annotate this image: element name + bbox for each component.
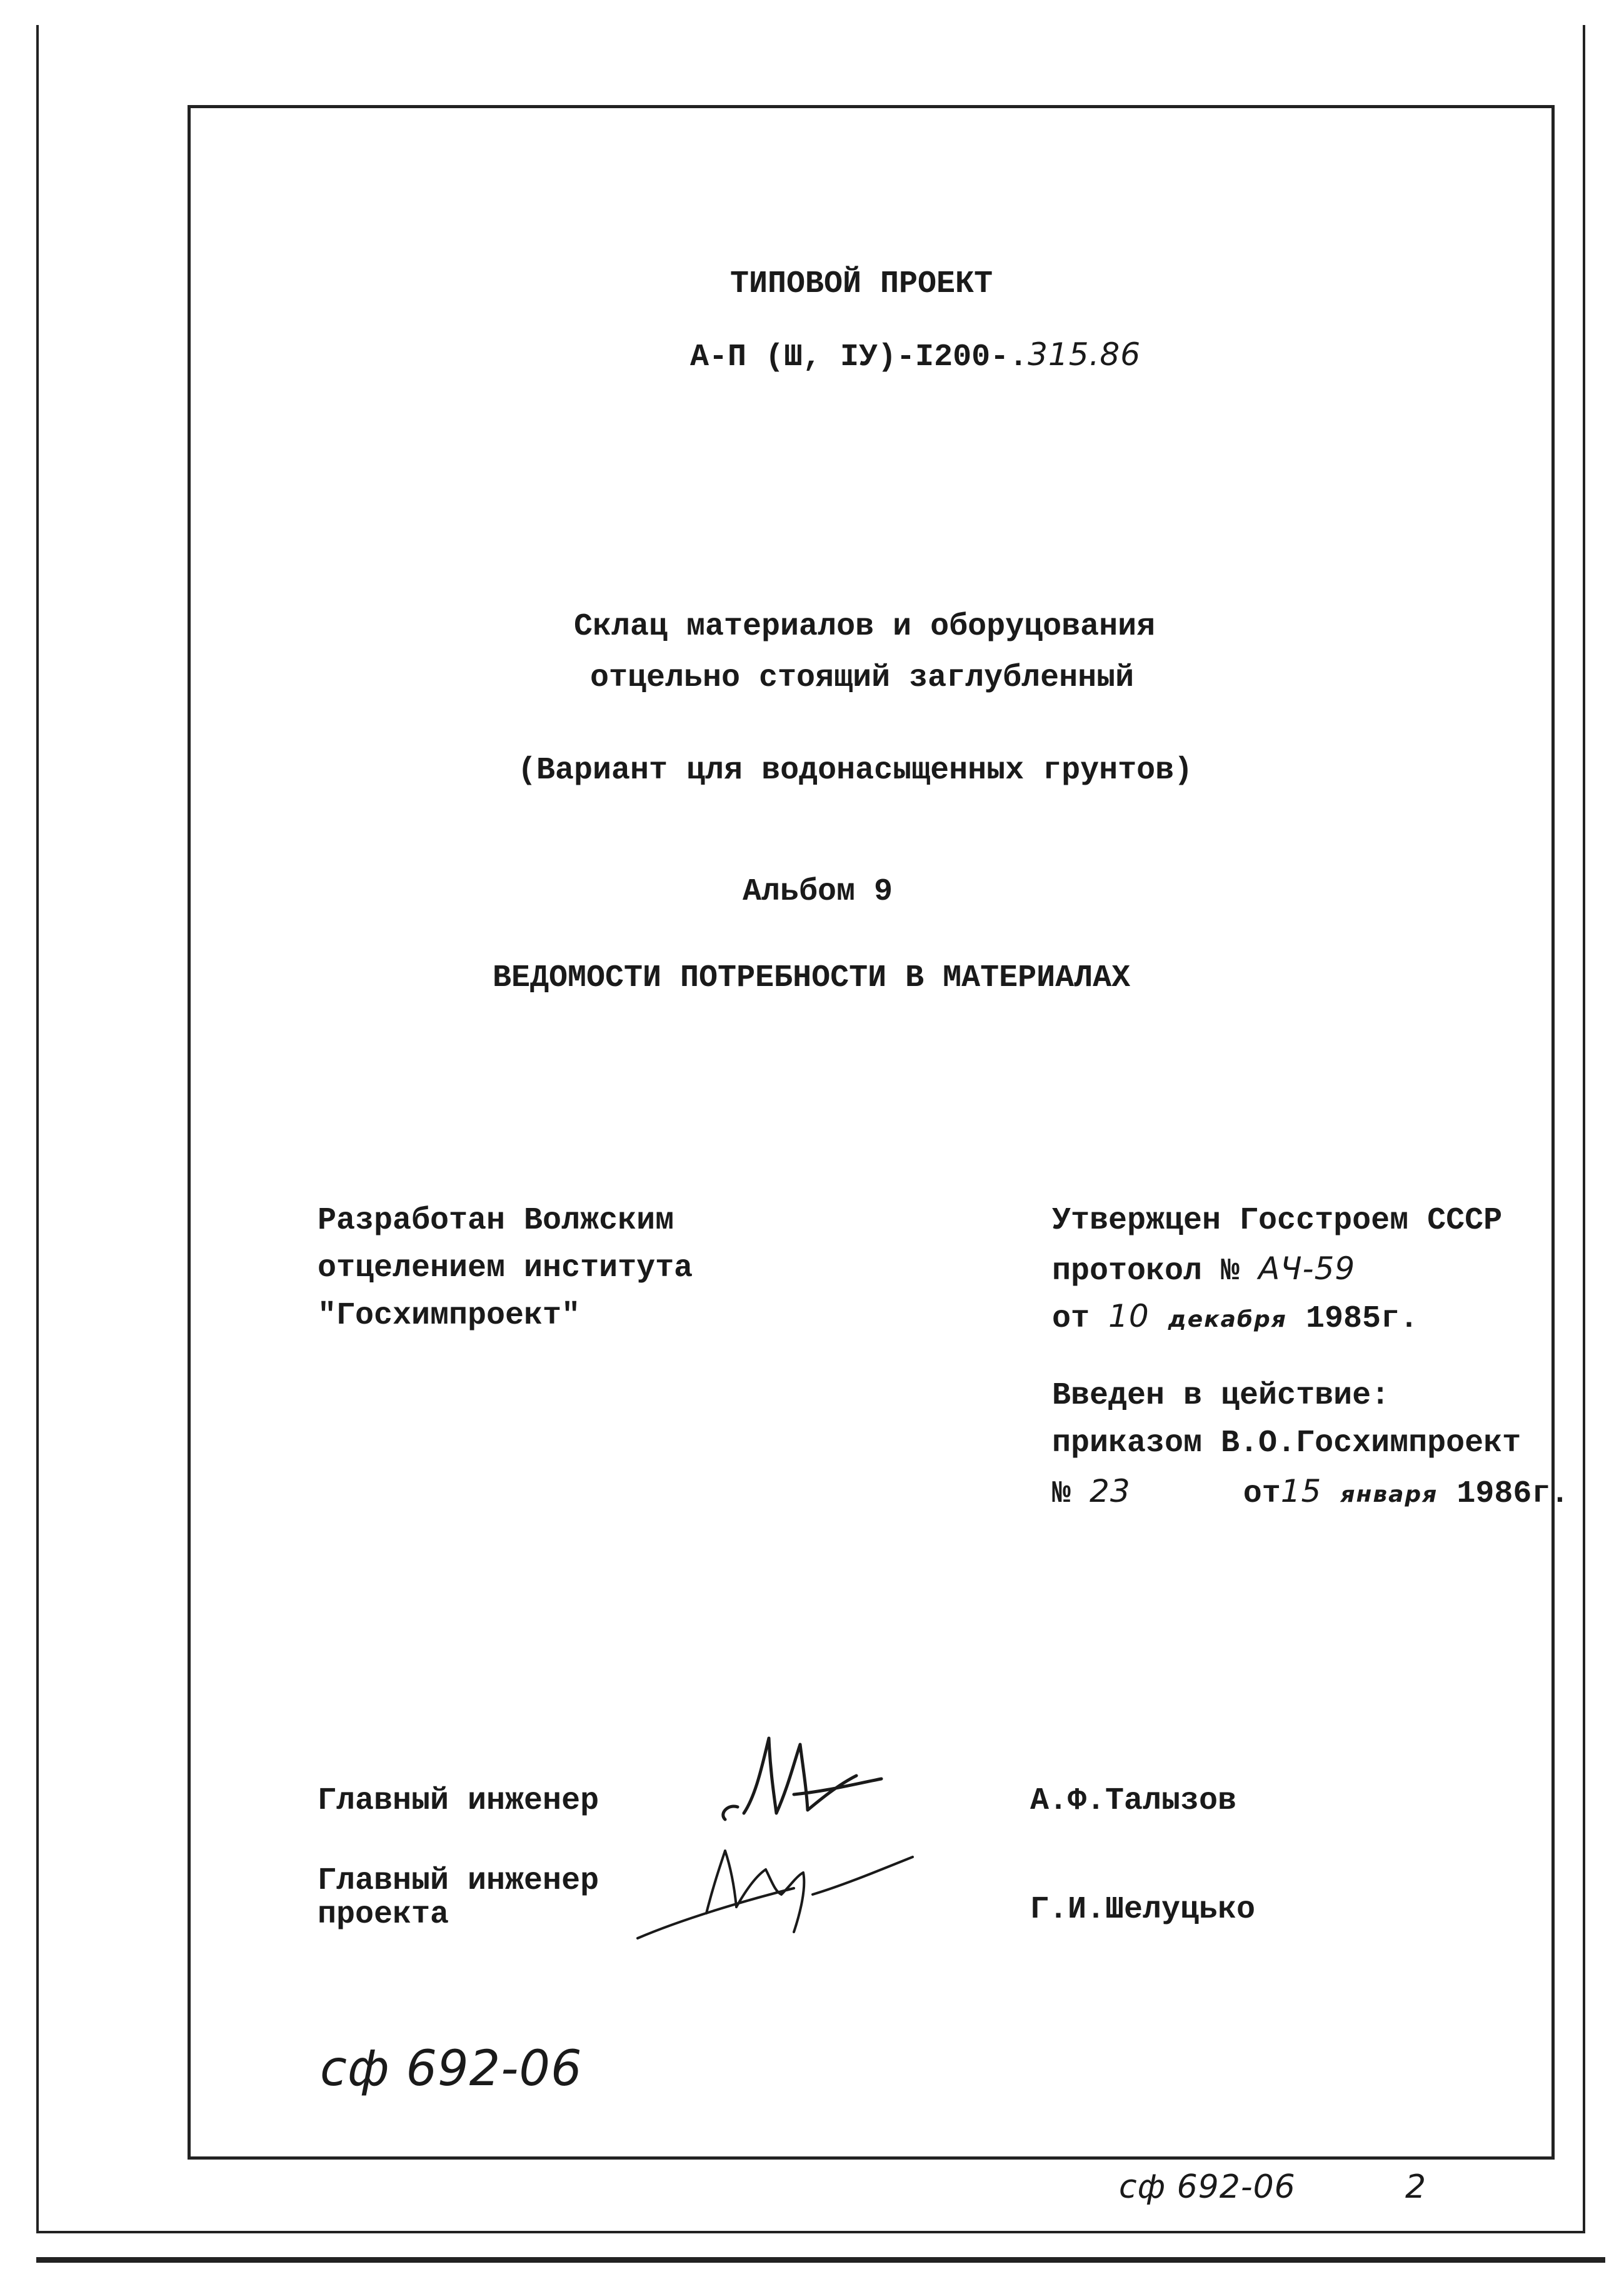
document-subject: ВЕДОМОСТИ ПОТРЕБНОСТИ В МАТЕРИАЛАХ (493, 960, 1131, 996)
developer-line-3: "Госхимпроект" (318, 1298, 581, 1334)
enactment-date-prefix: от (1243, 1476, 1281, 1512)
footer-archive-code: сф 692-06 (1119, 2168, 1296, 2206)
enactment-date-year: 1986г. (1456, 1476, 1570, 1512)
protocol-number: АЧ-59 (1258, 1250, 1356, 1287)
album-number: Альбом 9 (743, 874, 893, 910)
doc-type: ТИПОВОЙ ПРОЕКТ (730, 266, 993, 302)
signature-1 (700, 1726, 888, 1832)
approval-date-year: 1985г. (1305, 1301, 1418, 1337)
approval-date-month: декабря (1168, 1307, 1287, 1332)
protocol-label: протокол № (1052, 1254, 1240, 1289)
enactment-line-2: приказом В.О.Госхимпроект (1052, 1426, 1521, 1461)
project-code-prefix: А-П (Ш, IУ)-I200-. (690, 340, 1028, 375)
order-label: № (1052, 1476, 1071, 1512)
signatory-2-role-line-1: Главный инженер (318, 1863, 599, 1899)
signatory-1-role: Главный инженер (318, 1783, 599, 1819)
signature-2 (631, 1832, 919, 1951)
page-number: 2 (1405, 2168, 1427, 2206)
order-number: 23 (1090, 1473, 1131, 1509)
enactment-order (1052, 1473, 1570, 1512)
signatory-1-name: А.Ф.Талызов (1030, 1783, 1237, 1819)
signatory-2-role-line-2: проекта (318, 1897, 449, 1933)
inner-archive-code: сф 692-06 (320, 2041, 583, 2097)
approval-protocol (1052, 1250, 1356, 1289)
approval-date-day: 10 (1108, 1298, 1150, 1334)
bottom-rule (36, 2257, 1605, 2263)
enactment-date-month: января (1340, 1482, 1438, 1507)
signatory-2-name: Г.И.Шелуцько (1030, 1892, 1256, 1928)
title-line-1: Склац материалов и оборуцования (574, 609, 1156, 645)
developer-line-1: Разработан Волжским (318, 1203, 674, 1239)
variant-note: (Вариант цля водонасыщенных грунтов) (518, 753, 1193, 788)
enactment-date-day: 15 (1280, 1473, 1322, 1509)
project-code-handwritten: 315.86 (1028, 336, 1141, 373)
project-code (690, 336, 1141, 375)
approval-date (1052, 1300, 1418, 1335)
enactment-line-1: Введен в цействие: (1052, 1378, 1390, 1414)
title-line-2: отцельно стоящий заглубленный (590, 660, 1135, 696)
approval-line-1: Утвержцен Госстроем СССР (1052, 1203, 1503, 1239)
developer-line-2: отцелением института (318, 1250, 693, 1286)
approval-date-prefix: от (1052, 1301, 1090, 1337)
